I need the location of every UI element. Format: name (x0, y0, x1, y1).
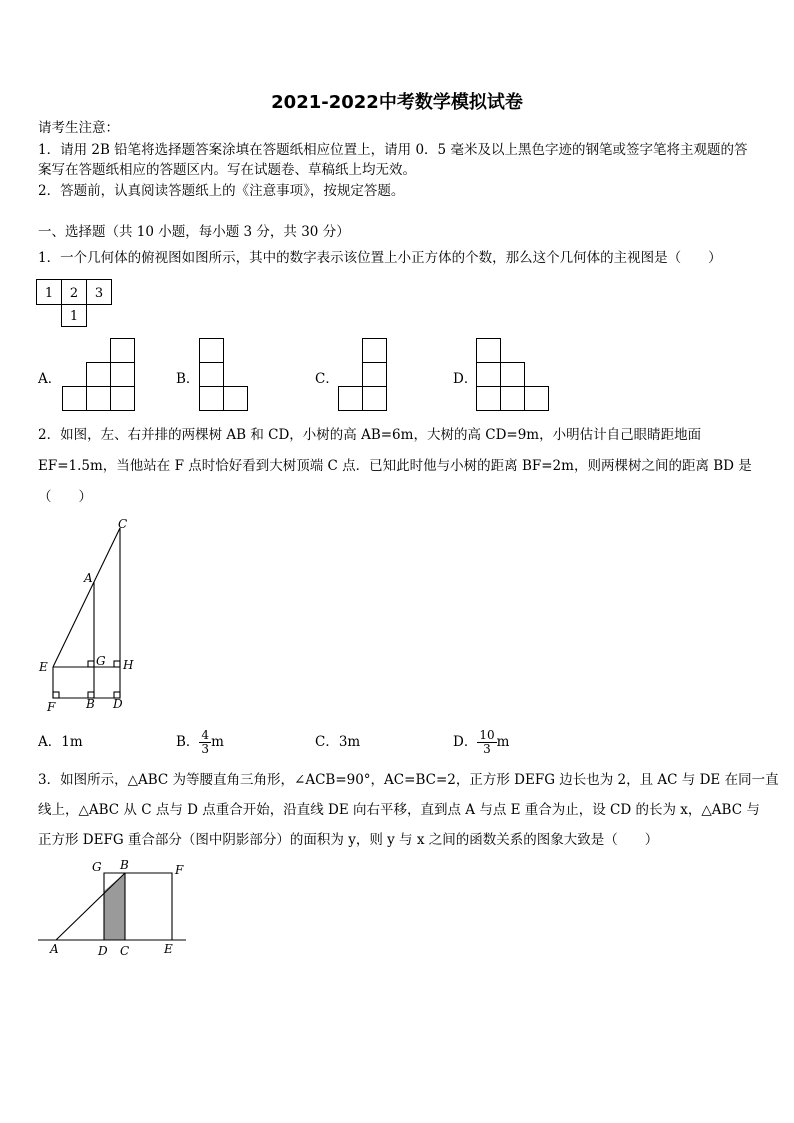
label-a: A (84, 571, 93, 585)
grid-value: 3 (94, 286, 104, 301)
exam-title: 2021-2022中考数学模拟试卷 (271, 92, 523, 113)
label-f: F (175, 863, 184, 877)
label-e: E (164, 942, 173, 956)
question-2-line-3: （ ） (38, 489, 92, 505)
question-3-line-1: 3．如图所示，△ABC 为等腰直角三角形，∠ACB=90°，AC=BC=2，正方形 DEFG 边长也为 2，且 AC 与 DE 在同一直 (38, 772, 779, 788)
question-1-text: 1．一个几何体的俯视图如图所示，其中的数字表示该位置上小正方体的个数，那么这个几何体的主视图是（ ） (38, 250, 722, 266)
label-b: B (120, 858, 129, 872)
question-3-line-3: 正方形 DEFG 重合部分（图中阴影部分）的面积为 y，则 y 与 x 之间的函数关系的图象大致是（ ） (38, 832, 659, 848)
q2-option-b-fraction (199, 729, 211, 756)
grid-value: 1 (44, 286, 54, 301)
notice-item-1-line-1: 1．请用 2B 铅笔将选择题答案涂填在答题纸相应位置上，请用 0．5 毫米及以上黑色字迹的钢笔或签字笔将主观题的答 (38, 142, 748, 158)
label-d: D (98, 944, 108, 958)
q1-option-b-figure (199, 337, 255, 415)
label-h: H (123, 658, 134, 672)
label-f: F (47, 700, 56, 714)
grid-value: 1 (69, 309, 79, 324)
q2-option-d-fraction (477, 729, 496, 756)
q1-option-b-label: B． (176, 371, 200, 387)
q2-option-b-unit: m (211, 734, 224, 750)
label-g: G (92, 860, 102, 874)
q1-option-a-label: A． (38, 371, 62, 387)
q2-option-d-unit: m (496, 734, 510, 750)
fraction-denominator: 3 (483, 742, 491, 756)
q2-option-c: C．3m (315, 734, 361, 750)
grid-value: 2 (69, 286, 79, 301)
q3-square-triangle-figure (36, 857, 196, 960)
question-3-line-2: 线上，△ABC 从 C 点与 D 点重合开始，沿直线 DE 向右平移，直到点 A 与点 E 重合为止，设 CD 的长为 x，△ABC 与 (38, 802, 760, 818)
fraction-numerator: 10 (479, 728, 495, 742)
q1-option-d-figure (476, 337, 556, 415)
q2-option-b (176, 722, 224, 762)
question-2-line-2: EF=1.5m，当他站在 F 点时恰好看到大树顶端 C 点．已知此时他与小树的距离 BF=2m，则两棵树之间的距离 BD 是 (38, 458, 752, 474)
q2-option-d (453, 722, 509, 762)
label-c: C (120, 944, 130, 958)
q2-option-d-prefix: D． (453, 734, 478, 750)
label-e: E (39, 660, 48, 674)
fraction-numerator: 4 (201, 728, 210, 742)
label-b: B (86, 697, 95, 711)
q1-option-c-label: C． (315, 371, 339, 387)
notice-item-2: 2．答题前，认真阅读答题纸上的《注意事项》，按规定答题。 (38, 183, 405, 199)
section-heading: 一、选择题（共 10 小题，每小题 3 分，共 30 分） (38, 224, 350, 240)
q2-option-b-prefix: B． (176, 734, 200, 750)
label-g: G (96, 654, 106, 668)
q1-top-view-figure (36, 279, 116, 329)
q1-option-d-label: D． (453, 371, 478, 387)
label-c: C (118, 517, 128, 531)
fraction-denominator: 3 (201, 742, 210, 756)
q1-option-a-figure (62, 337, 142, 415)
q2-trees-figure (36, 512, 142, 714)
q1-option-c-figure (338, 337, 394, 415)
notice-heading: 请考生注意： (38, 120, 119, 136)
question-2-line-1: 2．如图，左、右并排的两棵树 AB 和 CD，小树的高 AB=6m，大树的高 CD=9m，小明估计自己眼睛距地面 (38, 427, 702, 443)
notice-item-1-line-2: 案写在答题纸相应的答题区内。写在试题卷、草稿纸上均无效。 (38, 162, 416, 178)
q2-option-a: A．1m (38, 734, 83, 750)
label-d: D (113, 697, 123, 711)
label-a: A (50, 942, 59, 956)
